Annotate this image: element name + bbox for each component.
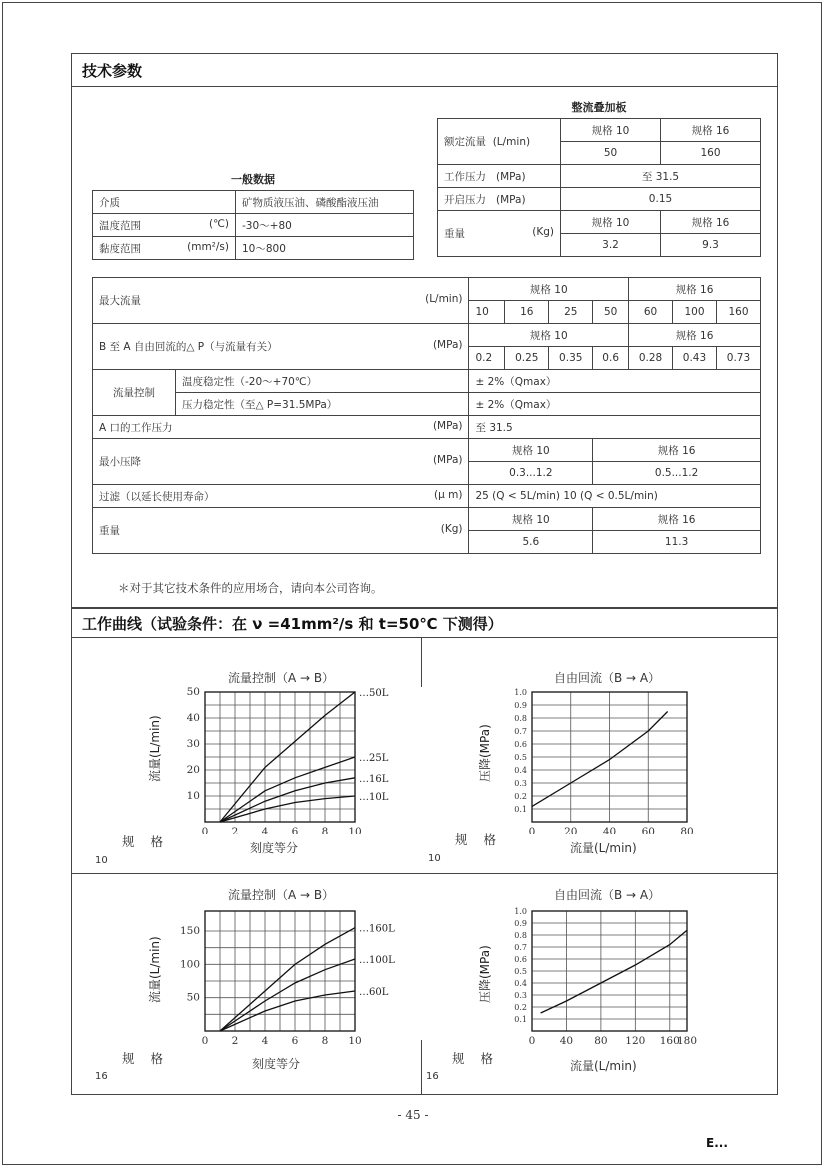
weight-spec16: 规格 16: [593, 508, 761, 531]
table-row: [93, 508, 761, 531]
table-row: [93, 370, 761, 393]
crack-pressure-value: 0.15: [561, 188, 761, 211]
x-tick-label: 180: [676, 1035, 698, 1047]
chart2-size: 10: [428, 853, 441, 864]
series-label: …16L: [359, 773, 389, 785]
maxflow10-3: 50: [593, 301, 629, 324]
series-label: …100L: [359, 955, 395, 966]
rated16-value: 160: [661, 142, 761, 165]
y-tick-label: 0.9: [514, 919, 527, 928]
flowctrl-label: 流量控制: [93, 370, 176, 416]
plate-weight16: 9.3: [661, 234, 761, 257]
series-line: [220, 991, 355, 1031]
dp10-0: 0.2: [469, 347, 505, 370]
chart2-svg: [500, 684, 700, 834]
y-tick-label: 0.1: [514, 1015, 527, 1024]
x-tick-label: 8: [321, 1035, 329, 1047]
x-tick-label: 2: [231, 826, 239, 834]
dp16-2: 0.73: [716, 347, 760, 370]
y-tick-label: 50: [186, 991, 200, 1004]
table-row: [438, 119, 761, 142]
a-port-label: A 口的工作压力 (MPa): [93, 416, 469, 439]
table-row: [93, 237, 414, 260]
chart3-size: 16: [95, 1071, 108, 1082]
x-tick-label: 10: [348, 826, 362, 834]
y-tick-label: 20: [186, 764, 200, 776]
table-row: [93, 191, 414, 214]
series-label: …160L: [359, 923, 395, 935]
general-table: [92, 190, 414, 260]
y-tick-label: 0.5: [514, 967, 527, 976]
y-tick-label: 10: [186, 790, 200, 802]
press-stab-label: 压力稳定性（至△ P=31.5MPa）: [176, 393, 469, 416]
y-tick-label: 0.6: [514, 740, 527, 749]
x-tick-label: 80: [594, 1035, 608, 1047]
plate-weight10: 3.2: [561, 234, 661, 257]
work-pressure-label: 工作压力 (MPa): [438, 165, 561, 188]
y-tick-label: 0.3: [514, 991, 527, 1000]
y-tick-label: 0.8: [514, 714, 527, 723]
dp16-0: 0.28: [629, 347, 673, 370]
chart1-spec-label: 规 格: [122, 834, 169, 849]
temp-range-value: -30～+80: [236, 214, 414, 237]
chart3-xlabel: 刻度等分: [252, 1057, 301, 1071]
y-tick-label: 0.7: [514, 727, 527, 736]
x-tick-label: 40: [559, 1035, 574, 1047]
filter-label: 过滤（以延长使用寿命） (μ m): [93, 485, 469, 508]
plate-spec16: 规格 16: [661, 119, 761, 142]
chart3-ylabel: 流量(L/min): [148, 936, 162, 1003]
dp-spec10: 规格 10: [469, 324, 629, 347]
x-tick-label: 6: [291, 1035, 299, 1047]
maxflow10-0: 10: [469, 301, 505, 324]
chart2-xlabel: 流量(L/min): [570, 841, 637, 855]
x-tick-label: 60: [641, 826, 655, 834]
y-tick-label: 50: [186, 686, 200, 698]
weight-spec10: 规格 10: [469, 508, 593, 531]
y-tick-label: 0.2: [514, 1003, 527, 1012]
dp-label: B 至 A 自由回流的△ P（与流量有关） (MPa): [93, 324, 469, 370]
y-tick-label: 0.2: [514, 792, 527, 801]
table-row: [93, 416, 761, 439]
chart4-title: 自由回流（B → A）: [554, 888, 661, 902]
viscosity-label: 黏度范围 (mm²/s): [93, 237, 236, 260]
corner-mark: E...: [706, 1136, 728, 1150]
weight10: 5.6: [469, 531, 593, 554]
chart1-ylabel: 流量(L/min): [148, 715, 162, 782]
chart2-ylabel: 压降(MPa): [478, 724, 492, 782]
work-pressure-value: 至 31.5: [561, 165, 761, 188]
x-tick-label: 0: [201, 826, 209, 834]
y-tick-label: 0.6: [514, 955, 527, 964]
y-tick-label: 0.4: [514, 979, 527, 988]
y-tick-label: 150: [179, 925, 200, 937]
viscosity-value: 10～800: [236, 237, 414, 260]
rated10-value: 50: [561, 142, 661, 165]
y-tick-label: 0.7: [514, 943, 527, 952]
maxflow-label: 最大流量 (L/min): [93, 278, 469, 324]
table-row: [438, 211, 761, 234]
table-row: [93, 439, 761, 462]
table-row: [438, 165, 761, 188]
min-drop-spec16: 规格 16: [593, 439, 761, 462]
plate-caption: 整流叠加板: [571, 101, 627, 114]
maxflow-spec16: 规格 16: [629, 278, 761, 301]
page-number: - 45 -: [397, 1108, 429, 1122]
chart2-spec-label: 规 格: [455, 832, 502, 847]
y-tick-label: 0.4: [514, 766, 527, 775]
maxflow-spec10: 规格 10: [469, 278, 629, 301]
y-tick-label: 1.0: [514, 907, 527, 916]
x-tick-label: 4: [261, 826, 269, 834]
y-tick-label: 1.0: [514, 688, 527, 697]
x-tick-label: 8: [321, 826, 329, 834]
table-row: [93, 393, 761, 416]
chart3-title: 流量控制（A → B）: [228, 888, 335, 902]
series-line: [220, 928, 355, 1031]
footnote: ＊对于其它技术条件的应用场合，请向本公司咨询。: [118, 581, 383, 595]
y-tick-label: 0.9: [514, 701, 527, 710]
series-line: [541, 930, 687, 1013]
general-caption: 一般数据: [231, 173, 275, 186]
x-tick-label: 120: [625, 1035, 646, 1047]
temp-range-label: 温度范围 (℃): [93, 214, 236, 237]
maxflow16-2: 160: [716, 301, 760, 324]
maxflow10-2: 25: [549, 301, 593, 324]
y-tick-label: 0.8: [514, 931, 527, 940]
table-row: [93, 278, 761, 301]
plate-table: [437, 118, 761, 257]
crack-pressure-label: 开启压力 (MPa): [438, 188, 561, 211]
series-line: [532, 712, 668, 807]
main-weight-label: 重量 (Kg): [93, 508, 469, 554]
dp10-3: 0.6: [593, 347, 629, 370]
x-tick-label: 10: [348, 1035, 362, 1047]
chart4-xlabel: 流量(L/min): [570, 1059, 637, 1073]
series-line: [220, 778, 355, 822]
plate-spec10: 规格 10: [561, 119, 661, 142]
chart3-svg: [170, 903, 410, 1051]
series-line: [220, 959, 355, 1031]
maxflow16-0: 60: [629, 301, 673, 324]
press-stab-value: ± 2%（Qmax）: [469, 393, 761, 416]
x-tick-label: 6: [291, 826, 299, 834]
chart1-xlabel: 刻度等分: [250, 841, 299, 855]
plate-weight-label: 重量 (Kg): [438, 211, 561, 257]
medium-label: 介质: [93, 191, 236, 214]
dp16-1: 0.43: [673, 347, 717, 370]
min-drop-label: 最小压降 (MPa): [93, 439, 469, 485]
filter-value: 25 (Q < 5L/min) 10 (Q < 0.5L/min): [469, 485, 761, 508]
table-row: [93, 214, 414, 237]
series-label: …25L: [359, 753, 389, 764]
min-drop-spec10: 规格 10: [469, 439, 593, 462]
curves-section-title: 工作曲线（试验条件：在 ν =41mm²/s 和 t=50℃ 下测得）: [82, 615, 503, 633]
x-tick-label: 0: [528, 826, 536, 834]
a-port-value: 至 31.5: [469, 416, 761, 439]
y-tick-label: 40: [186, 712, 200, 724]
series-label: …60L: [359, 987, 389, 998]
chart4-size: 16: [426, 1071, 439, 1082]
series-label: …50L: [359, 688, 389, 699]
y-tick-label: 100: [179, 958, 200, 971]
tech-section-title: 技术参数: [82, 62, 143, 80]
series-label: …10L: [359, 792, 389, 803]
x-tick-label: 4: [261, 1035, 269, 1047]
x-tick-label: 40: [602, 826, 617, 834]
y-tick-label: 0.1: [514, 805, 527, 814]
maxflow10-1: 16: [505, 301, 549, 324]
chart4-svg: [500, 903, 700, 1051]
table-row: [93, 485, 761, 508]
chart2-title: 自由回流（B → A）: [554, 671, 661, 685]
dp10-2: 0.35: [549, 347, 593, 370]
x-tick-label: 2: [231, 1035, 239, 1047]
main-table: [92, 277, 761, 554]
chart4-spec-label: 规 格: [452, 1051, 499, 1066]
chart1-title: 流量控制（A → B）: [228, 671, 335, 685]
x-tick-label: 0: [528, 1035, 536, 1047]
plate-weight-spec16: 规格 16: [661, 211, 761, 234]
chart4-ylabel: 压降(MPa): [478, 945, 492, 1003]
medium-value: 矿物质液压油、磷酸酯液压油: [236, 191, 414, 214]
y-tick-label: 0.5: [514, 753, 527, 762]
weight16: 11.3: [593, 531, 761, 554]
chart1-svg: [170, 684, 410, 834]
x-tick-label: 80: [680, 826, 694, 834]
chart3-spec-label: 规 格: [122, 1051, 169, 1066]
y-tick-label: 30: [186, 738, 200, 750]
temp-stab-label: 温度稳定性（-20～+70℃）: [176, 370, 469, 393]
min-drop10: 0.3...1.2: [469, 462, 593, 485]
y-tick-label: 0.3: [514, 779, 527, 788]
table-row: [438, 188, 761, 211]
x-tick-label: 160: [659, 1035, 680, 1047]
min-drop16: 0.5...1.2: [593, 462, 761, 485]
chart1-size: 10: [95, 855, 108, 866]
x-tick-label: 20: [564, 826, 578, 834]
temp-stab-value: ± 2%（Qmax）: [469, 370, 761, 393]
dp10-1: 0.25: [505, 347, 549, 370]
table-row: [93, 324, 761, 347]
plate-weight-spec10: 规格 10: [561, 211, 661, 234]
dp-spec16: 规格 16: [629, 324, 761, 347]
maxflow16-1: 100: [673, 301, 717, 324]
rated-flow-label: 额定流量 (L/min): [438, 119, 561, 165]
x-tick-label: 0: [201, 1035, 209, 1047]
